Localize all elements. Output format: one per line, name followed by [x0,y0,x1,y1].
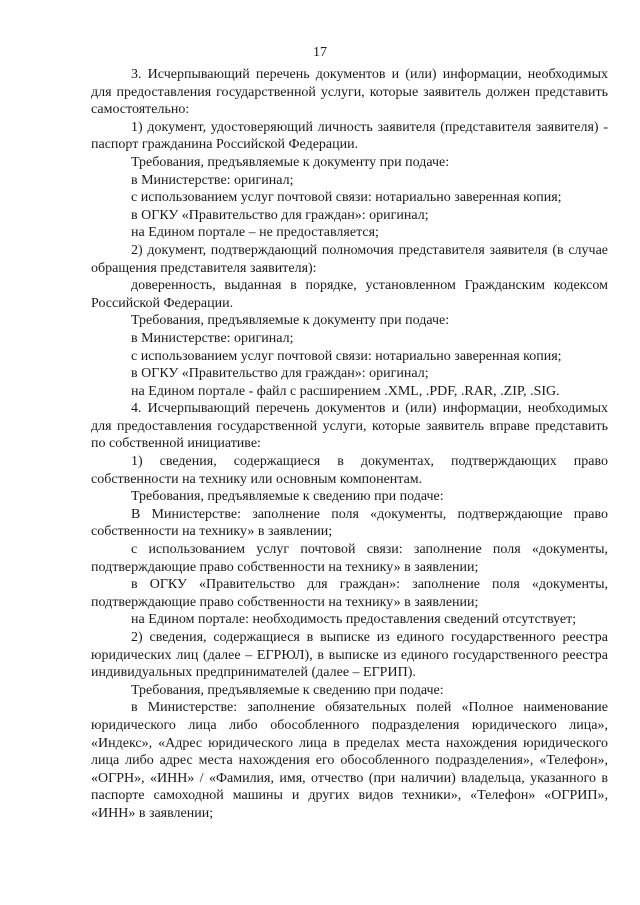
paragraph-identity-document: 1) документ, удостоверяющий личность заявителя (представителя заявителя) - паспорт гражданина Российской Федерации. [91,119,608,153]
document-body [91,66,608,823]
paragraph-portal: на Едином портале – не предоставляется; [131,225,379,241]
paragraph-postal: с использованием услуг почтовой связи: нотариально заверенная копия; [131,190,562,206]
paragraph-ministry: в Министерстве: оригинал; [131,172,294,188]
paragraph-portal-field: на Едином портале: необходимость предоставления сведений отсутствует; [131,612,577,628]
paragraph-representative-document: 2) документ, подтверждающий полномочия представителя заявителя (в случае обращения представителя заявителя): [91,242,608,276]
paragraph-ministry-required-fields: в Министерстве: заполнение обязательных полей «Полное наименование юридического лица либо обособленного подразделения юридического лица», «Индекс», «Адрес юридического лица в пределах места нахождения юридического лица либо адрес места нахождения его обособленного подразделения», «Телефон», «ОГРН», «ИНН» / «Фамилия, имя, отчество (при наличии) владельца, указанного в паспорте самоходной машины и других видов техники», «Телефон» «ОГРИП», «ИНН» в заявлении; [91,700,608,821]
paragraph-3-heading: 3. Исчерпывающий перечень документов и (или) информации, необходимых для предоставления государственной услуги, которые заявитель должен представить самостоятельно: [91,67,608,118]
paragraph-ogku-field: в ОГКУ «Правительство для граждан»: заполнение поля «документы, подтверждающие право собственности на технику» в заявлении; [91,577,608,610]
paragraph-requirements: Требования, предъявляемые к документу при подаче: [131,154,450,170]
paragraph-ogku: в ОГКУ «Правительство для граждан»: оригинал; [131,366,429,382]
paragraph-ogku: в ОГКУ «Правительство для граждан»: оригинал; [131,207,429,223]
paragraph-requirements: Требования, предъявляемые к документу при подаче: [131,313,450,329]
paragraph-info-requirements: Требования, предъявляемые к сведению при подаче: [131,682,444,698]
paragraph-portal: на Едином портале - файл с расширением .XML, .PDF, .RAR, .ZIP, .SIG. [131,383,560,399]
paragraph-egrul-egrip: 2) сведения, содержащиеся в выписке из единого государственного реестра юридических лиц (далее – ЕГРЮЛ), в выписке из единого государственного реестра индивидуальных предпринимателей (далее – ЕГРИП). [91,630,608,681]
paragraph-info-requirements: Требования, предъявляемые к сведению при подаче: [131,489,444,505]
paragraph-postal: с использованием услуг почтовой связи: нотариально заверенная копия; [131,348,562,364]
page-number: 17 [313,45,327,60]
paragraph-ownership-info: 1) сведения, содержащиеся в документах, подтверждающих право собственности на технику или основным компонентам. [91,454,608,487]
paragraph-postal-field: с использованием услуг почтовой связи: заполнение поля «документы, подтверждающие право собственности на технику» в заявлении; [91,542,608,575]
paragraph-4-heading: 4. Исчерпывающий перечень документов и (или) информации, необходимых для предоставления государственной услуги, которые заявитель вправе представить по собственной инициативе: [91,401,608,452]
paragraph-power-of-attorney: доверенность, выданная в порядке, установленном Гражданским кодексом Российской Федерации. [91,278,608,311]
paragraph-ministry: в Министерстве: оригинал; [131,330,294,346]
paragraph-ministry-field: В Министерстве: заполнение поля «документы, подтверждающие право собственности на технику» в заявлении; [91,506,608,540]
